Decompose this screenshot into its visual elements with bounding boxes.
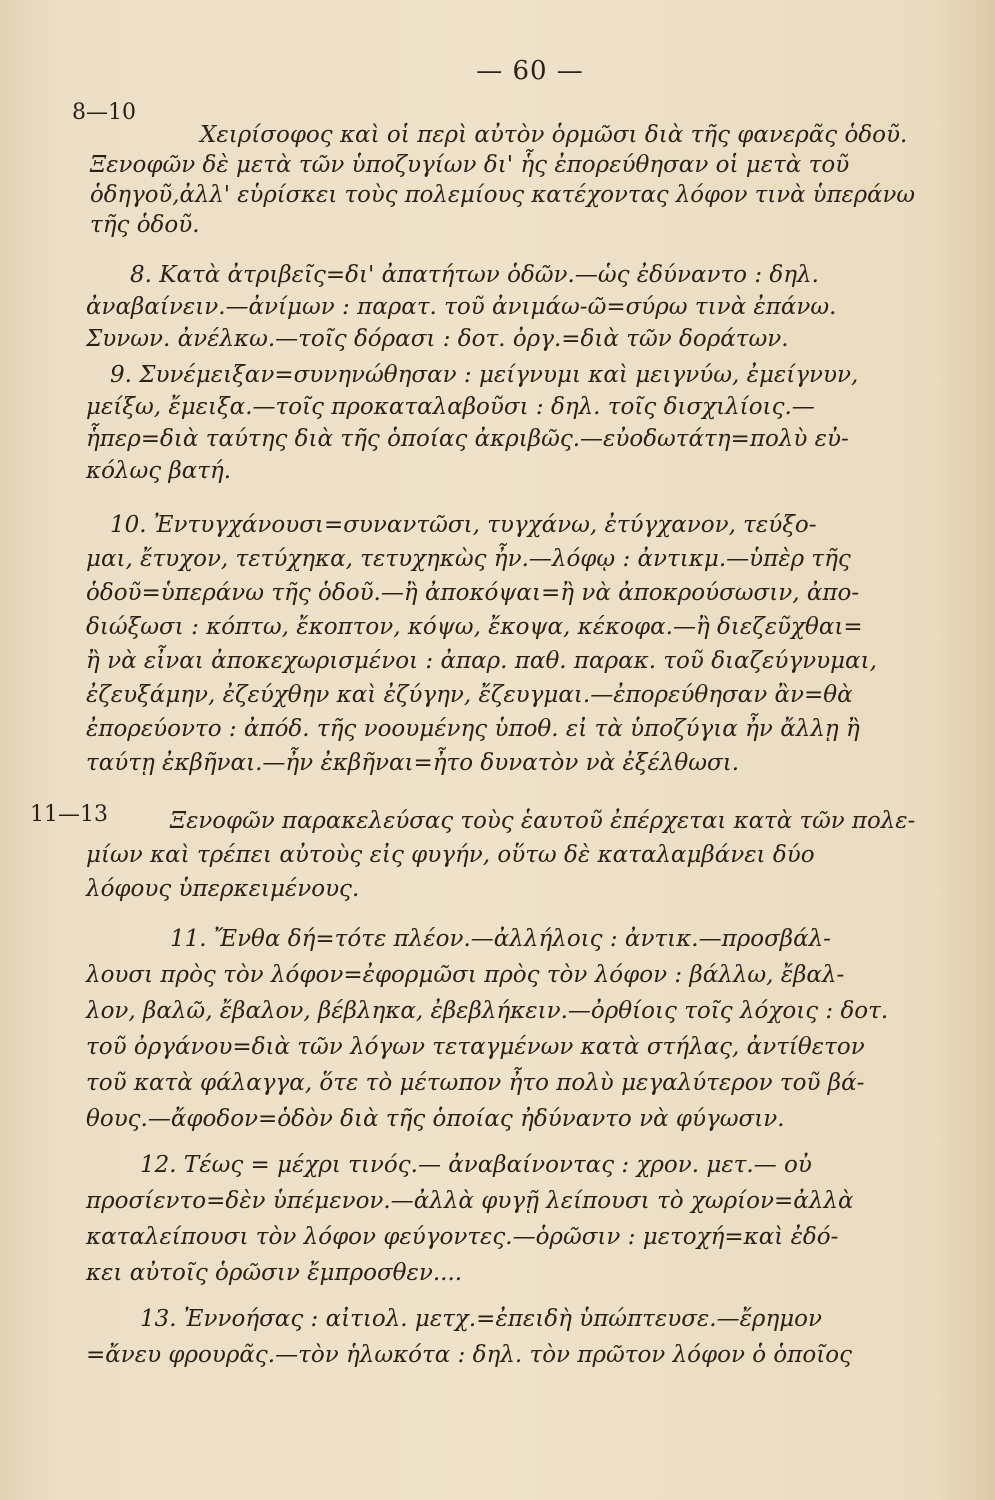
text-line-1: Χειρίσοφος καὶ οἱ περὶ αὐτὸν ὁρμῶσι διὰ τῆς φανερᾶς ὁδοῦ. (200, 122, 908, 148)
text-line-26: τοῦ ὀργάνου=διὰ τῶν λόγων τεταγμένων κατὰ στήλας, ἀντίθετον (86, 1034, 865, 1060)
text-line-11: κόλως βατή. (86, 458, 232, 484)
text-line-33: 13. Ἐννοήσας : αἰτιολ. μετχ.=ἐπειδὴ ὑπώπτευσε.—ἔρημον (140, 1306, 823, 1332)
text-line-3: ὁδηγοῦ,ἀλλ' εὑρίσκει τοὺς πολεμίους κατέχοντας λόφον τινὰ ὑπεράνω (90, 182, 915, 208)
page-number: — 60 — (476, 56, 584, 86)
margin-label-11-13: 11—13 (30, 802, 108, 827)
text-line-23: 11. Ἔνθα δή=τότε πλέον.—ἀλλήλοις : ἀντικ.—προσβάλ- (170, 926, 831, 952)
text-line-2: Ξενοφῶν δὲ μετὰ τῶν ὑποζυγίων δι' ἧς ἐπορεύθησαν οἱ μετὰ τοῦ (90, 152, 850, 178)
text-line-34: =ἄνευ φρουρᾶς.—τὸν ἡλωκότα : δηλ. τὸν πρῶτον λόφον ὁ ὁποῖος (86, 1342, 852, 1368)
text-line-4: τῆς ὁδοῦ. (90, 212, 200, 238)
text-line-24: λουσι πρὸς τὸν λόφον=ἐφορμῶσι πρὸς τὸν λόφον : βάλλω, ἔβαλ- (86, 962, 845, 988)
text-line-6: ἀναβαίνειν.—ἀνίμων : παρατ. τοῦ ἀνιμάω-ῶ=σύρω τινὰ ἐπάνω. (86, 294, 837, 320)
text-line-15: διώξωσι : κόπτω, ἔκοπτον, κόψω, ἔκοψα, κέκοφα.—ἢ διεζεῦχθαι= (86, 614, 863, 640)
text-line-14: ὁδοῦ=ὑπεράνω τῆς ὁδοῦ.—ἢ ἀποκόψαι=ἢ νὰ ἀποκρούσωσιν, ἀπο- (86, 580, 860, 606)
text-line-5: 8. Κατὰ ἀτριβεῖς=δι' ἀπατήτων ὁδῶν.—ὡς ἐδύναντο : δηλ. (130, 262, 819, 288)
text-line-21: μίων καὶ τρέπει αὐτοὺς εἰς φυγήν, οὕτω δὲ καταλαμβάνει δύο (86, 842, 815, 868)
text-line-12: 10. Ἐντυγχάνουσι=συναντῶσι, τυγχάνω, ἐτύγχανον, τεύξο- (110, 512, 817, 538)
text-line-27: τοῦ κατὰ φάλαγγα, ὅτε τὸ μέτωπον ἦτο πολὺ μεγαλύτερον τοῦ βά- (86, 1070, 865, 1096)
text-line-10: ἧπερ=διὰ ταύτης διὰ τῆς ὁποίας ἀκριβῶς.—εὐοδωτάτη=πολὺ εὐ- (86, 426, 849, 452)
text-line-29: 12. Τέως = μέχρι τινός.— ἀναβαίνοντας : χρον. μετ.— οὐ (140, 1152, 812, 1178)
text-line-25: λον, βαλῶ, ἔβαλον, βέβληκα, ἐβεβλήκειν.—ὀρθίοις τοῖς λόχοις : δοτ. (86, 998, 889, 1024)
margin-label-8-10: 8—10 (72, 100, 136, 125)
text-line-20: Ξενοφῶν παρακελεύσας τοὺς ἑαυτοῦ ἐπέρχεται κατὰ τῶν πολε- (170, 808, 916, 834)
text-line-30: προσίεντο=δὲν ὑπέμενον.—ἀλλὰ φυγῇ λείπουσι τὸ χωρίον=ἀλλὰ (86, 1188, 854, 1214)
text-line-31: καταλείπουσι τὸν λόφον φεύγοντες.—ὁρῶσιν : μετοχή=καὶ ἐδό- (86, 1224, 839, 1250)
text-line-13: μαι, ἔτυχον, τετύχηκα, τετυχηκὼς ἦν.—λόφῳ : ἀντικμ.—ὑπὲρ τῆς (86, 546, 851, 572)
text-line-22: λόφους ὑπερκειμένους. (86, 876, 360, 902)
text-line-17: ἐζευξάμην, ἐζεύχθην καὶ ἐζύγην, ἔζευγμαι.—ἐπορεύθησαν ἂν=θὰ (86, 682, 853, 708)
text-line-9: μείξω, ἔμειξα.—τοῖς προκαταλαβοῦσι : δηλ. τοῖς δισχιλίοις.— (86, 394, 815, 420)
text-line-19: ταύτῃ ἐκβῆναι.—ἦν ἐκβῆναι=ἦτο δυνατὸν νὰ ἐξέλθωσι. (86, 750, 740, 776)
text-line-32: κει αὐτοῖς ὁρῶσιν ἔμπροσθεν.... (86, 1260, 463, 1286)
text-line-8: 9. Συνέμειξαν=συνηνώθησαν : μείγνυμι καὶ μειγνύω, ἐμείγνυν, (110, 362, 859, 388)
text-line-16: ἢ νὰ εἶναι ἀποκεχωρισμένοι : ἀπαρ. παθ. παρακ. τοῦ διαζεύγνυμαι, (86, 648, 877, 674)
text-line-7: Συνων. ἀνέλκω.—τοῖς δόρασι : δοτ. ὀργ.=διὰ τῶν δοράτων. (86, 326, 789, 352)
text-line-18: ἐπορεύοντο : ἀπόδ. τῆς νοουμένης ὑποθ. εἰ τὰ ὑποζύγια ἦν ἄλλῃ ἢ (86, 716, 860, 742)
text-line-28: θους.—ἄφοδον=ὁδὸν διὰ τῆς ὁποίας ἠδύναντο νὰ φύγωσιν. (86, 1106, 785, 1132)
